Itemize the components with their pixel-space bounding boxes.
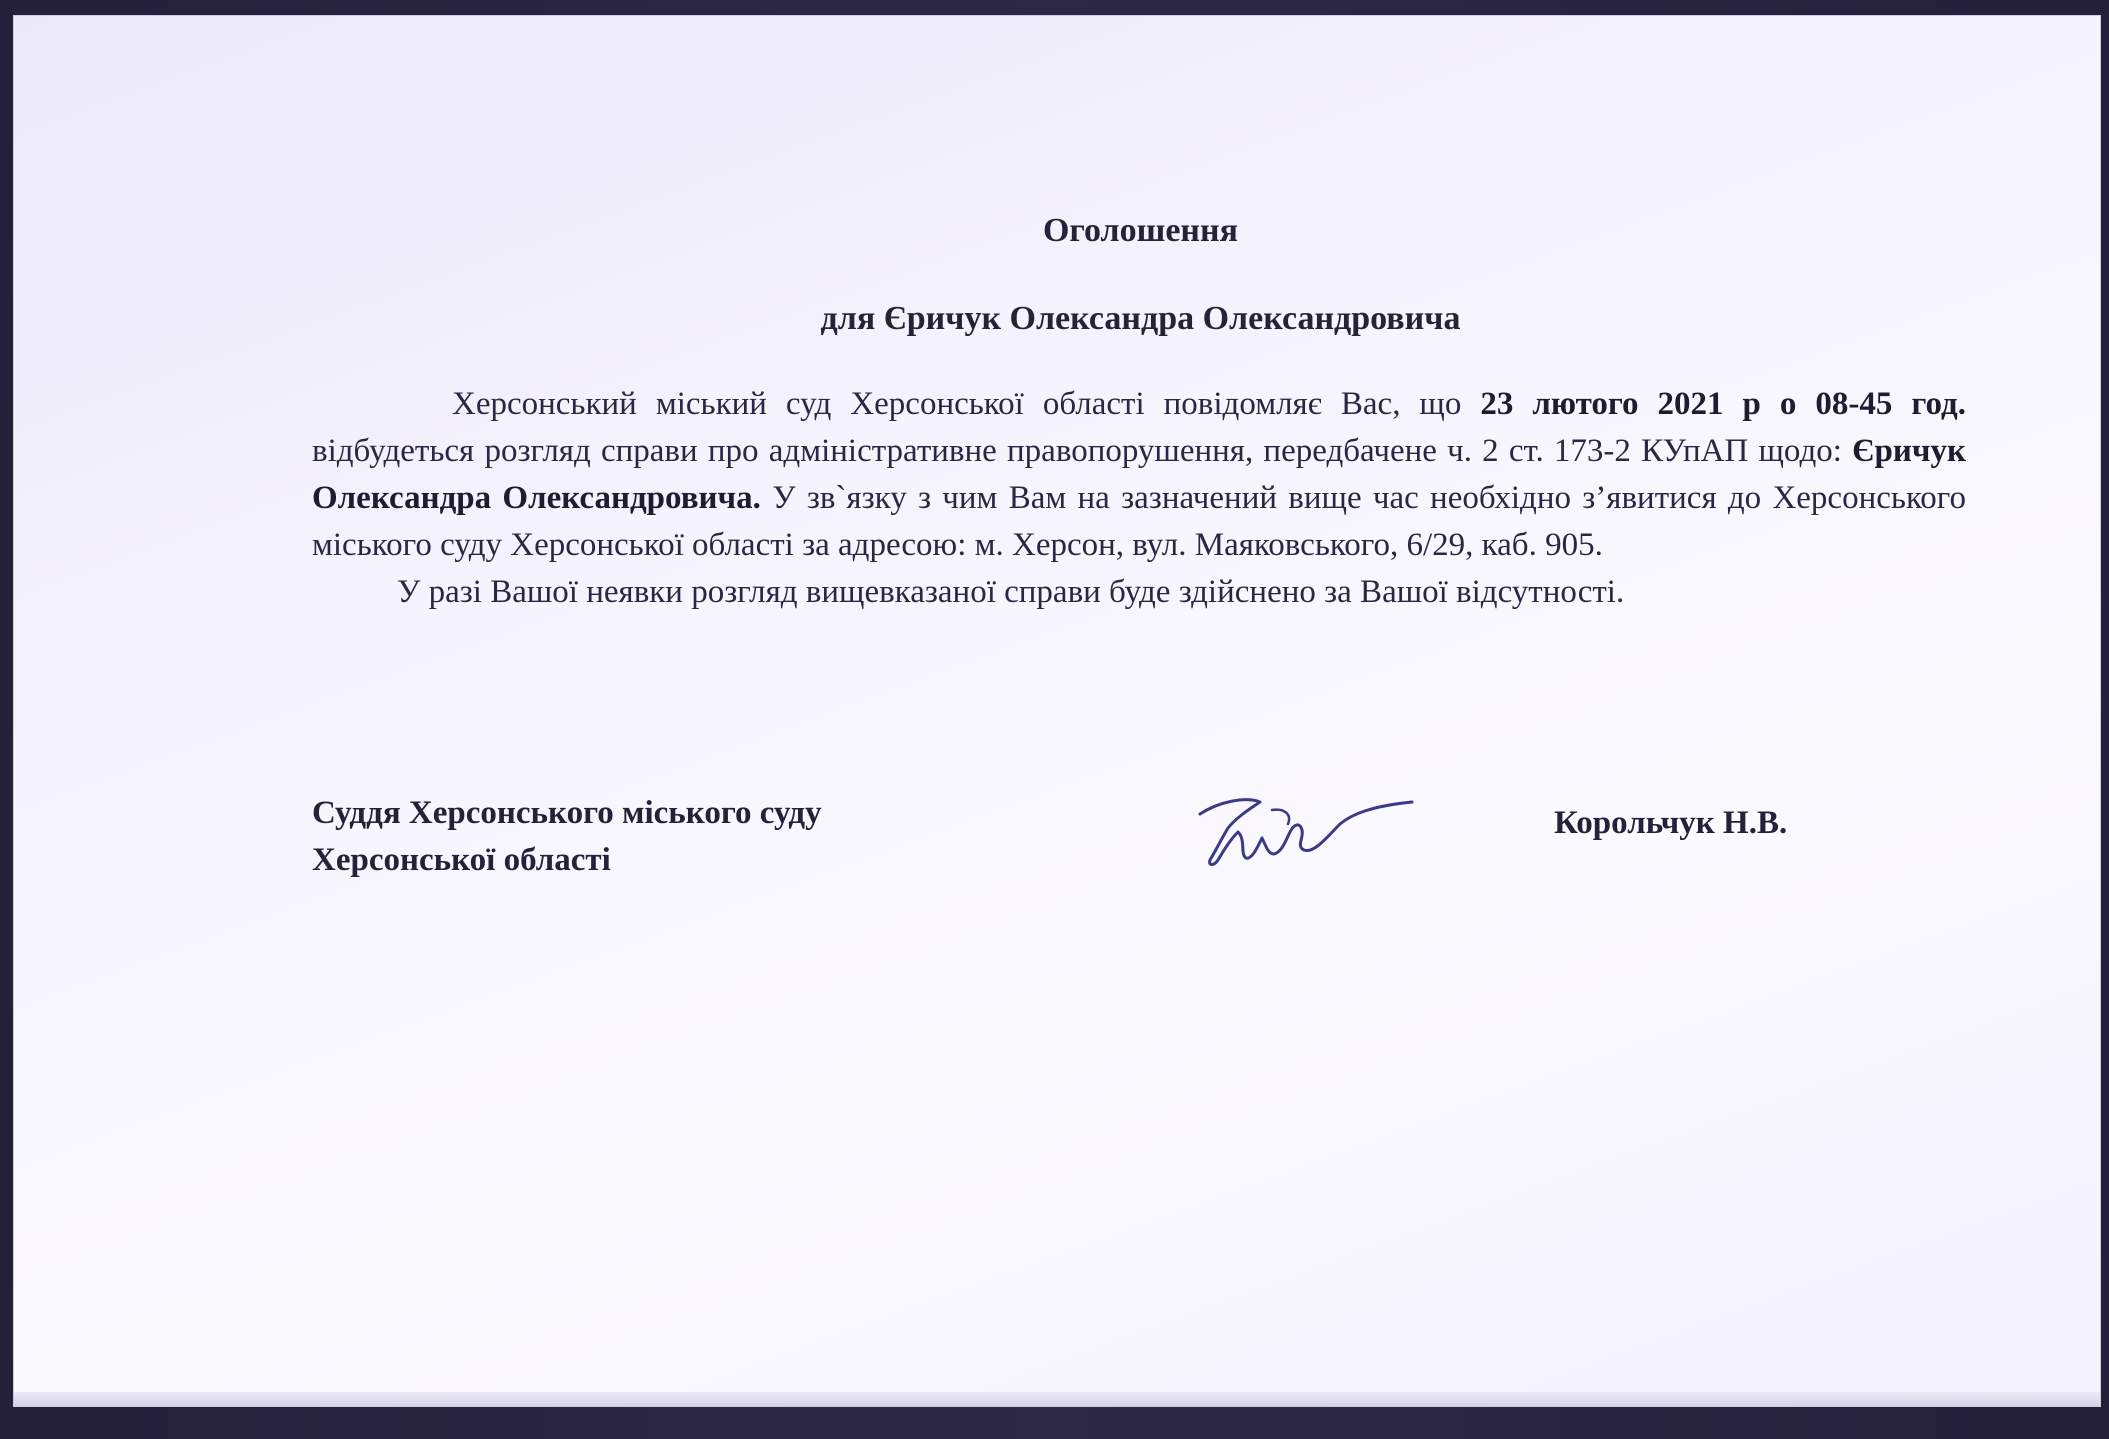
notice-recipient: для Єричук Олександра Олександровича — [820, 300, 1461, 337]
judge-position-line-1: Суддя Херсонського міського суду — [312, 795, 822, 831]
paragraph-1-text-a: Херсонський міський суд Херсонської області повідомляє Вас, що — [452, 386, 1481, 422]
judge-name: Корольчук Н.В. — [1554, 805, 1788, 841]
respondent-name: Єричук Олександра Олександровича. — [312, 433, 1966, 516]
hearing-date: 23 лютого 2021 р о 08-45 год. — [1480, 386, 1966, 422]
notice-title: Оголошення — [1042, 212, 1239, 249]
judge-position-line-2: Херсонської області — [312, 842, 611, 878]
notice-paragraph-1 — [312, 381, 1966, 569]
notice-body — [312, 381, 1966, 616]
paragraph-1-text-b: відбудеться розгляд справи про адміністративне правопорушення, передбачене ч. 2 ст. 173-2 КУпАП щодо: — [312, 433, 1853, 469]
notice-paragraph-2: У разі Вашої неявки розгляд вищевказаної справи буде здійснено за Вашої відсутності. — [397, 574, 1625, 610]
paper-bottom-edge — [14, 1392, 2100, 1406]
handwritten-signature — [1188, 780, 1418, 880]
judge-position — [312, 790, 822, 884]
paragraph-1-text-c: У зв`язку з чим Вам на зазначений вище час необхідно з’явитися до Херсонського міського суду Херсонської області за адресою: м. Херсон, вул. Маяковського, 6/29, каб. 905. — [312, 480, 1967, 563]
